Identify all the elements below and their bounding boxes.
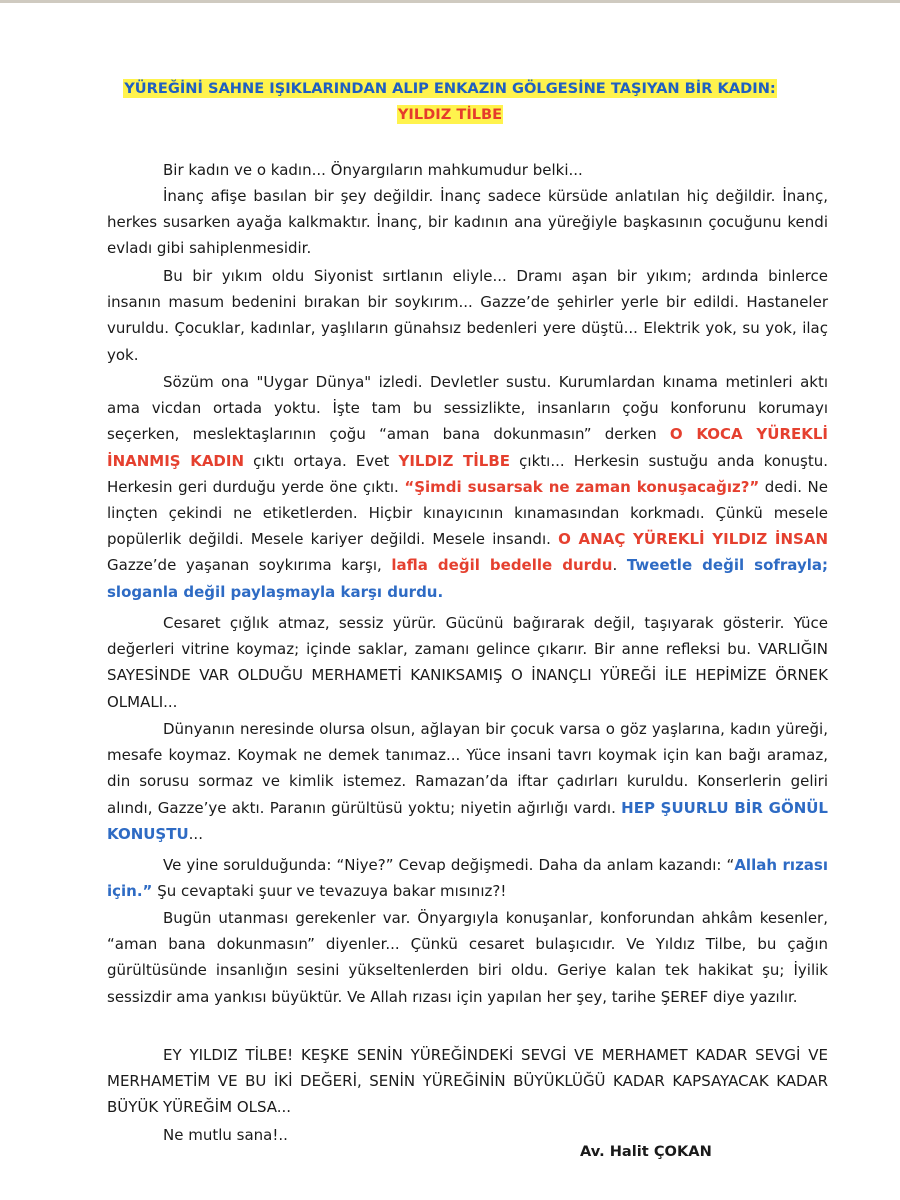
p4-text-2: çıktı ortaya. Evet [244, 451, 399, 470]
paragraph-5: Cesaret çığlık atmaz, sessiz yürür. Gücünü bağırarak değil, taşıyarak gösterir. Yüce değerleri vitrine koymaz; içinde saklar, zamanı gelince çıkarır. Bir anne refleksi bu. VARLIĞIN SAYESİNDE VAR OLDUĞU MERHAMETİ KANIKSAMIŞ O İNANÇLI YÜREĞİ İLE HEPİMİZE ÖRNEK OLMALI... [107, 614, 828, 711]
paragraph-1: Bir kadın ve o kadın... Önyargıların mahkumudur belki... [163, 161, 583, 179]
paragraph-8: Bugün utanması gerekenler var. Önyargıyla konuşanlar, konforundan ahkâm kesenler, “aman bana dokunmasın” diyenler... Çünkü cesaret bulaşıcıdır. Ve Yıldız Tilbe, bu çağın gürültüsünde insanlığın sesini yükseltenlerden biri oldu. Geriye kalan tek hakikat şu; İyilik sessizdir ama yankısı büyüktür. Ve Allah rızası için yapılan her şey, tarihe ŞEREF diye yazılır. [107, 909, 828, 1006]
author-signature: Av. Halit ÇOKAN [580, 1143, 712, 1160]
p6-emphasis-gonul: HEP ŞUURLU BİR GÖNÜL KONUŞTU [107, 798, 828, 843]
p4-text-3: çıktı... Herkesin sustuğu anda konuştu. Herkesin geri durduğu yerde öne çıktı. [107, 451, 829, 496]
p4-text-5: Gazze’de yaşanan soykırıma karşı, [107, 556, 392, 575]
paragraph-10: Ne mutlu sana!.. [163, 1126, 288, 1144]
p4-emphasis-koca-yurekli: O KOCA YÜREKLİ İNANMIŞ KADIN [107, 425, 828, 470]
p4-emphasis-tweetle: Tweetle değil sofrayla; sloganla değil paylaşmayla karşı durdu. [107, 556, 829, 601]
paragraph-9: EY YILDIZ TİLBE! KEŞKE SENİN YÜREĞİNDEKİ SEVGİ VE MERHAMET KADAR SEVGİ VE MERHAMETİM VE BU İKİ DEĞERİ, SENİN YÜREĞİNİN BÜYÜKLÜĞÜ KADAR KAPSAYACAK KADAR BÜYÜK YÜREĞİM OLSA... [107, 1046, 828, 1117]
p4-text-1: Sözüm ona "Uygar Dünya" izledi. Devletler sustu. Kurumlardan kınama metinleri aktı ama vicdan ortada yoktu. İşte tam bu sessizlikte, insanların çoğu konforunu korumayı seçerken, meslektaşlarının çoğu “aman bana dokunmasın” derken [107, 373, 828, 444]
paragraph-3: Bu bir yıkım oldu Siyonist sırtlanın eliyle... Dramı aşan bir yıkım; ardında binlerce insanın masum bedenini bırakan bir soykırım... Gazze’de şehirler yerle bir edildi. Hastaneler vuruldu. Çocuklar, kadınlar, yaşlıların günahsız bedenleri yere düştü... Elektrik yok, su yok, ilaç yok. [107, 267, 828, 364]
paragraph-2: İnanç afişe basılan bir şey değildir. İnanç sadece kürsüde anlatılan hiç değildir. İnanç, herkes susarken ayağa kalkmaktır. İnanç, bir kadının ana yüreğiyle başkasının çocuğunu kendi evladı gibi sahiplenmesidir. [107, 187, 828, 258]
article-title-line-1: YÜREĞİNİ SAHNE IŞIKLARINDAN ALIP ENKAZIN GÖLGESİNE TAŞIYAN BİR KADIN: [124, 80, 776, 97]
p7-text-1: Ve yine sorulduğunda: “Niye?” Cevap değişmedi. Daha da anlam kazandı: “ [163, 856, 735, 874]
p7-text-2: Şu cevaptaki şuur ve tevazuya bakar mısınız?! [152, 882, 507, 901]
paragraph-4 [107, 369, 828, 605]
p7-emphasis-allah-rizasi: Allah rızası için.” [107, 856, 828, 901]
article-title-line-2: YILDIZ TİLBE [397, 106, 503, 123]
p4-emphasis-quote: “Şimdi susarsak ne zaman konuşacağız?” [404, 477, 760, 496]
p4-emphasis-yildiz-tilbe: YILDIZ TİLBE [398, 451, 511, 470]
p6-text-2: ... [188, 824, 203, 843]
p4-text-4: dedi. Ne linçten çekindi ne etiketlerden. Hiçbir kınayıcının kınamasından korkmadı. Çünkü mesele popülerlik değildi. Mesele kariyer değildi. Mesele insandı. [107, 477, 828, 549]
p4-text-6: . [612, 556, 627, 575]
p4-emphasis-anac-yurekli: O ANAÇ YÜREKLİ YILDIZ İNSAN [558, 530, 828, 549]
p6-text-1: Dünyanın neresinde olursa olsun, ağlayan bir çocuk varsa o göz yaşlarına, kadın yüreği, mesafe koymaz. Koymak ne demek tanımaz... Yüce insani tavrı koymak için kan bağı aramaz, din sorusu sormaz ve kimlik istemez. Ramazan’da iftar çadırları kuruldu. Konserlerin geliri alındı, Gazze’ye aktı. Paranın gürültüsü yoktu; niyetin ağırlığı vardı. [107, 720, 828, 817]
paragraph-7 [107, 852, 828, 904]
p4-emphasis-lafla: lafla değil bedelle durdu [391, 556, 613, 575]
top-border-line [0, 0, 900, 3]
paragraph-6 [107, 716, 828, 847]
